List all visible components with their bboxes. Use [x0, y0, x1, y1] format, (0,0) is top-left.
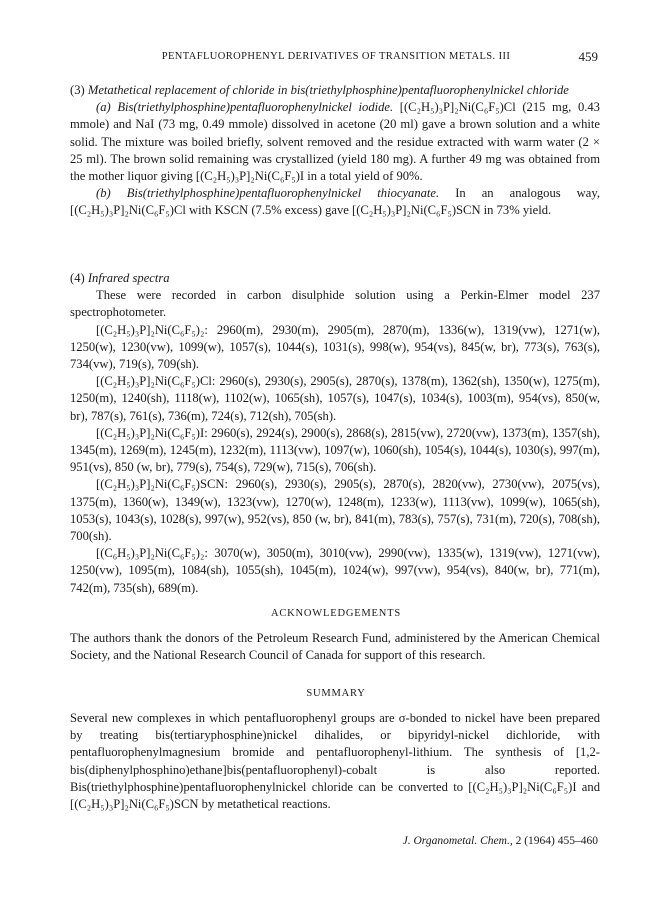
journal-citation — [403, 835, 598, 847]
acknowledgements-text — [70, 630, 600, 664]
summary-heading: SUMMARY — [306, 688, 366, 699]
spectrum-bands: 2960(s), 2924(s), 2900(s), 2868(s), 2815(vw), 2720(vw), 1373(m), 1357(sh), 1345(m), 1269(m), 1245(m), 1232(m), 1113(vw), 1097(w), 1060(sh), 1054(s), 1044(s), 1030(s), 997(m), 951(vs), 850 (w, br), 779(s), 754(s), 729(w), 715(s), 706(sh). — [70, 425, 600, 475]
spectrum-compound: [(C₂H₅)₃P]₂Ni(C₆F₅)Cl: — [96, 374, 216, 389]
section-3-title: Metathetical replacement of chloride in bis(triethylphosphine)pentafluorophenylnickel chloride — [87, 83, 569, 97]
spectrum-bands: 2960(s), 2930(s), 2905(s), 2870(s), 2820(vw), 2730(vw), 2075(vs), 1375(m), 1360(w), 1349(w), 1323(vw), 1270(w), 1248(m), 1233(w), 1113(vw), 1099(w), 1065(sh), 1053(s), 1043(s), 1028(s), 997(w), 952(vs), 850 (w, br), 841(m), 783(s), 757(s), 731(m), 720(s), 708(sh), 700(sh). — [70, 477, 600, 544]
journal-volume-pages: 2 (1964) 455–460 — [515, 835, 598, 847]
summary-paragraph: Several new complexes in which pentafluorophenyl groups are σ-bonded to nickel have been prepared by treating bis(tertiaryphosphine)nickel dihalides, or bipyridyl-nickel dichloride, with pentafluorophenylmagnesium bromide and pentafluorophenyl-lithium. The synthesis of [1,2-bis(diphenylphosphino)ethane]bis(pentafluorophenyl)-cobalt is also reported. Bis(triethylphosphine)pentafluorophenylnickel chloride can be converted to [(C₂H₅)₃P]₂Ni(C₆F₅)I and [(C₂H₅)₃P]₂Ni(C₆F₅)SCN by metathetical reactions. — [70, 711, 600, 812]
spectrum-compound: [(C₂H₅)₃P]₂Ni(C₆F₅)SCN: — [96, 477, 229, 492]
spectrum-bands: 3070(w), 3050(m), 3010(vw), 2990(vw), 1335(w), 1319(vw), 1271(vw), 1250(vw), 1095(m), 1084(sh), 1055(sh), 1045(m), 1024(w), 997(vw), 954(vs), 840(w, br), 771(m), 742(m), 735(sh), 689(m). — [70, 546, 600, 595]
subsection-b-text: In an analogous way, [(C₂H₅)₃P]₂Ni(C₆F₅)Cl with KSCN (7.5% excess) gave [(C₂H₅)₃P]₂Ni(C₆F₅)SCN in 73% yield. — [70, 186, 600, 218]
subsection-a-text: [(C₂H₅)₃P]₂Ni(C₆F₅)Cl (215 mg, 0.43 mmole) and NaI (73 mg, 0.49 mmole) dissolved in acetone (20 ml) gave a brown solution and a white solid. The mixture was boiled briefly, solvent removed and the residue extracted with warm water (2 × 25 ml). The brown solid remaining was crystallized (yield 180 mg). A further 49 mg was obtained from the mother liquor giving [(C₂H₅)₃P]₂Ni(C₆F₅)I in a total yield of 90%. — [70, 100, 600, 184]
acknowledgements-paragraph: The authors thank the donors of the Petroleum Research Fund, administered by the American Chemical Society, and the National Research Council of Canada for support of this research. — [70, 631, 600, 663]
spectrum-bands: 2960(s), 2930(s), 2905(s), 2870(s), 1378(m), 1362(sh), 1350(w), 1275(m), 1250(m), 1240(sh), 1118(w), 1102(w), 1065(sh), 1057(s), 1047(s), 1034(s), 1003(m), 954(vs), 850(w, br), 787(s), 761(s), 736(m), 724(s), 712(sh), 705(sh). — [70, 374, 600, 423]
spectrum-compound: [(C₂H₅)₃P]₂Ni(C₆F₅)I: — [96, 425, 208, 440]
spectrum-entry — [70, 476, 600, 545]
spectrum-entry — [70, 373, 600, 425]
spectrum-entry — [70, 425, 600, 477]
journal-name: J. Organometal. Chem., — [402, 835, 513, 847]
spectrum-compound: [(C₆H₅)₃P]₂Ni(C₆F₅)₂: — [96, 546, 208, 561]
page-number: 459 — [578, 49, 598, 64]
running-title: PENTAFLUOROPHENYL DERIVATIVES OF TRANSITION METALS. III — [161, 51, 511, 62]
subsection-a-title: Bis(triethylphosphine)pentafluorophenylnickel iodide. — [117, 100, 394, 115]
section-4 — [70, 270, 600, 597]
spectrum-entry — [70, 322, 600, 374]
summary-text — [70, 710, 600, 813]
acknowledgements-heading: ACKNOWLEDGEMENTS — [270, 608, 402, 619]
subsection-b-title: Bis(triethylphosphine)pentafluorophenylnickel thiocyanate. — [126, 186, 440, 201]
subsection-a-label: (a) — [96, 100, 111, 115]
spectrum-compound: [(C₂H₅)₃P]₂Ni(C₆F₅)₂: — [96, 322, 208, 337]
spectrum-entry — [70, 545, 600, 597]
section-4-number: (4) — [70, 271, 85, 285]
spectrum-bands: 2960(m), 2930(m), 2905(m), 2870(m), 1336(w), 1319(vw), 1271(w), 1250(w), 1230(vw), 1099(w), 1057(s), 1044(s), 1031(s), 998(w), 954(vs), 845(w, br), 773(s), 763(s), 734(vw), 719(s), 709(sh). — [70, 322, 600, 372]
section-4-title: Infrared spectra — [87, 271, 170, 285]
subsection-b-label: (b) — [96, 186, 111, 201]
section-4-intro: These were recorded in carbon disulphide solution using a Perkin-Elmer model 237 spectrophotometer. — [70, 288, 600, 320]
section-3 — [70, 82, 600, 220]
section-3-number: (3) — [70, 83, 85, 97]
